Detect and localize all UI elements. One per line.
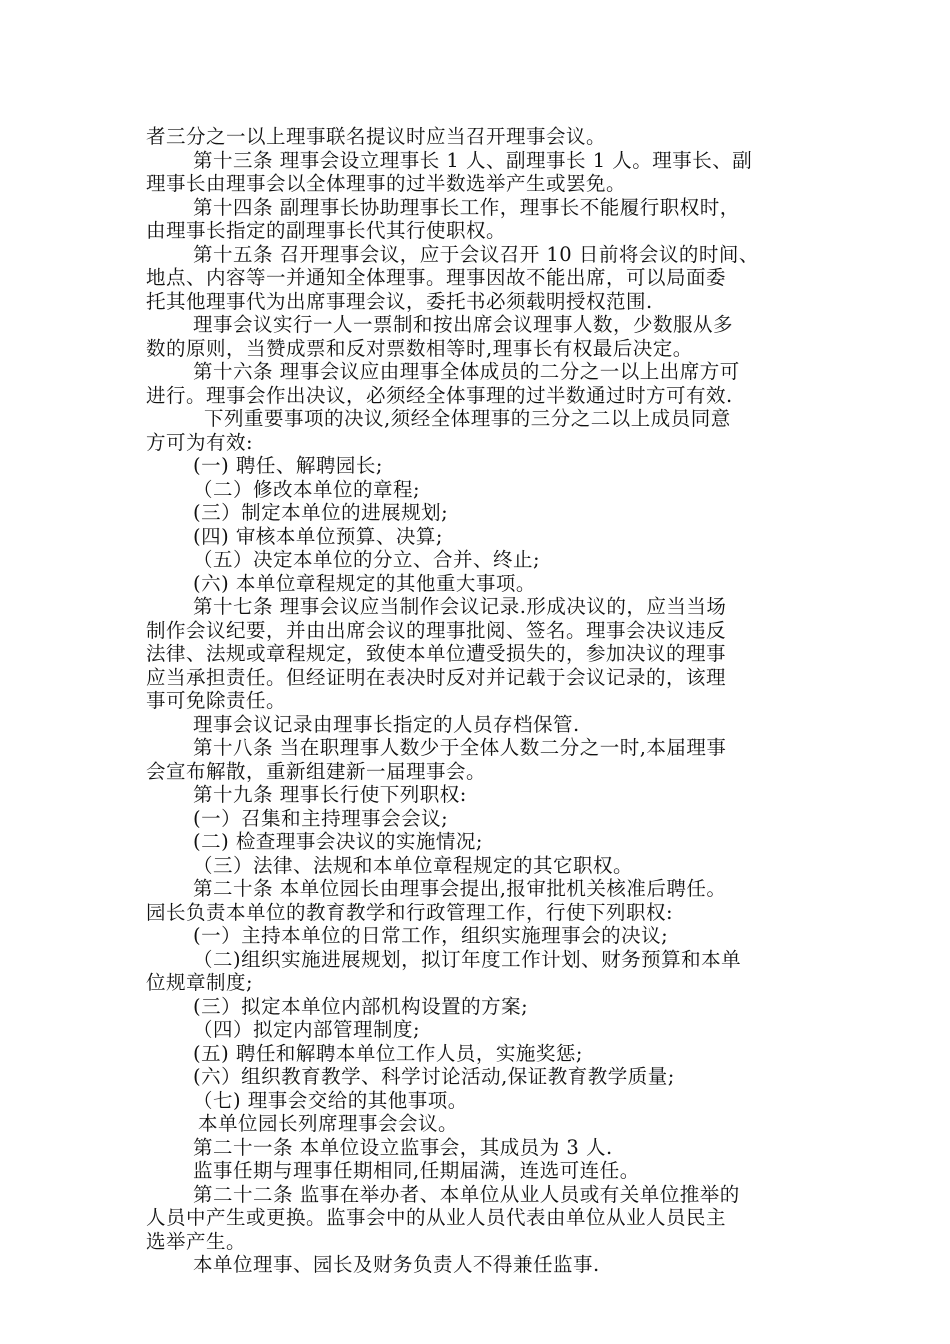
list-item: (六) 本单位章程规定的其他重大事项。: [193, 571, 536, 595]
paragraph-line: 本单位理事、园长及财务负责人不得兼任监事.: [193, 1253, 600, 1276]
list-item: （二）修改本单位的章程;: [193, 477, 421, 501]
paragraph-line: 理事会议记录由理事长指定的人员存档保管.: [193, 712, 580, 736]
text-line: 法律、法规或章程规定，致使本单位遭受损失的，参加决议的理事: [146, 642, 727, 665]
list-item: （四）拟定内部管理制度;: [193, 1018, 421, 1041]
article-13-line: 第十三条 理事会设立理事长 1 人、副理事长 1 人。理事长、副: [193, 148, 753, 172]
list-item: （三）法律、法规和本单位章程规定的其它职权。: [193, 853, 634, 877]
article-15-line: 第十五条 召开理事会议，应于会议召开 10 日前将会议的时间、: [193, 242, 759, 266]
text-line: 选举产生。: [146, 1229, 247, 1253]
article-19-line: 第十九条 理事长行使下列职权:: [193, 783, 467, 806]
article-20-line: 第二十条 本单位园长由理事会提出,报审批机关核准后聘任。: [193, 877, 727, 900]
article-18-line: 第十八条 当在职理事人数少于全体人数二分之一时,本届理事: [193, 736, 727, 759]
text-line: 人员中产生或更换。监事会中的从业人员代表由单位从业人员民主: [146, 1206, 727, 1229]
article-22-line: 第二十二条 监事在举办者、本单位从业人员或有关单位推举的: [193, 1182, 740, 1206]
list-item: (二) 检查理事会决议的实施情况;: [193, 830, 483, 853]
text-line: 会宣布解散，重新组建新一届理事会。: [146, 759, 487, 783]
list-item: (四) 审核本单位预算、决算;: [193, 524, 443, 548]
list-item: (一）主持本单位的日常工作，组织实施理事会的决议;: [193, 924, 669, 947]
list-item: (一) 聘任、解聘园长;: [193, 454, 383, 477]
text-line: 园长负责本单位的教育教学和行政管理工作，行使下列职权:: [146, 900, 674, 924]
list-item: (一）召集和主持理事会会议;: [193, 806, 449, 830]
text-line: 由理事长指定的副理事长代其行使职权。: [146, 219, 507, 242]
text-line: 位规章制度;: [146, 971, 254, 994]
paragraph-line: 理事会议实行一人一票制和按出席会议理事人数，少数服从多: [193, 313, 734, 336]
paragraph-line: 监事任期与理事任期相同,任期届满，连选可连任。: [193, 1159, 640, 1182]
list-item: (三）制定本单位的进展规划;: [193, 501, 449, 524]
article-16-line: 第十六条 理事会议应由理事全体成员的二分之一以上出席方可: [193, 360, 740, 383]
text-line: 数的原则，当赞成票和反对票数相等时,理事长有权最后决定。: [146, 336, 693, 360]
list-item: (五) 聘任和解聘本单位工作人员，实施奖惩;: [193, 1041, 583, 1065]
article-17-line: 第十七条 理事会议应当制作会议记录.形成决议的，应当当场: [193, 595, 727, 618]
text-line: 进行。理事会作出决议，必须经全体事理的过半数通过时方可有效.: [146, 383, 733, 407]
list-item: （五）决定本单位的分立、合并、终止;: [193, 548, 541, 571]
text-line: 者三分之一以上理事联名提议时应当召开理事会议。: [146, 125, 607, 148]
text-line: 应当承担责任。但经证明在表决时反对并记载于会议记录的，该理: [146, 665, 727, 689]
text-line: 托其他理事代为出席事理会议，委托书必须载明授权范围.: [146, 289, 653, 313]
document-body: [146, 125, 816, 1277]
paragraph-line: 下列重要事项的决议,须经全体理事的三分之二以上成员同意: [204, 407, 731, 430]
text-line: 理事长由理事会以全体理事的过半数选举产生或罢免。: [146, 172, 627, 195]
list-item: (三）拟定本单位内部机构设置的方案;: [193, 994, 529, 1018]
paragraph-line: 本单位园长列席理事会会议。: [198, 1112, 459, 1135]
list-item: （二)组织实施进展规划，拟订年度工作计划、财务预算和本单: [193, 947, 742, 971]
text-line: 地点、内容等一并通知全体理事。理事因故不能出席，可以局面委: [146, 266, 727, 289]
text-line: 方可为有效:: [146, 430, 254, 454]
list-item: （七) 理事会交给的其他事项。: [193, 1088, 468, 1112]
text-line: 事可免除责任。: [146, 689, 287, 712]
text-line: 制作会议纪要，并由出席会议的理事批阅、签名。理事会决议违反: [146, 618, 727, 642]
article-14-line: 第十四条 副理事长协助理事长工作，理事长不能履行职权时，: [193, 195, 740, 219]
article-21-line: 第二十一条 本单位设立监事会，其成员为 3 人.: [193, 1135, 613, 1159]
list-item: (六）组织教育教学、科学讨论活动,保证教育教学质量;: [193, 1065, 675, 1088]
